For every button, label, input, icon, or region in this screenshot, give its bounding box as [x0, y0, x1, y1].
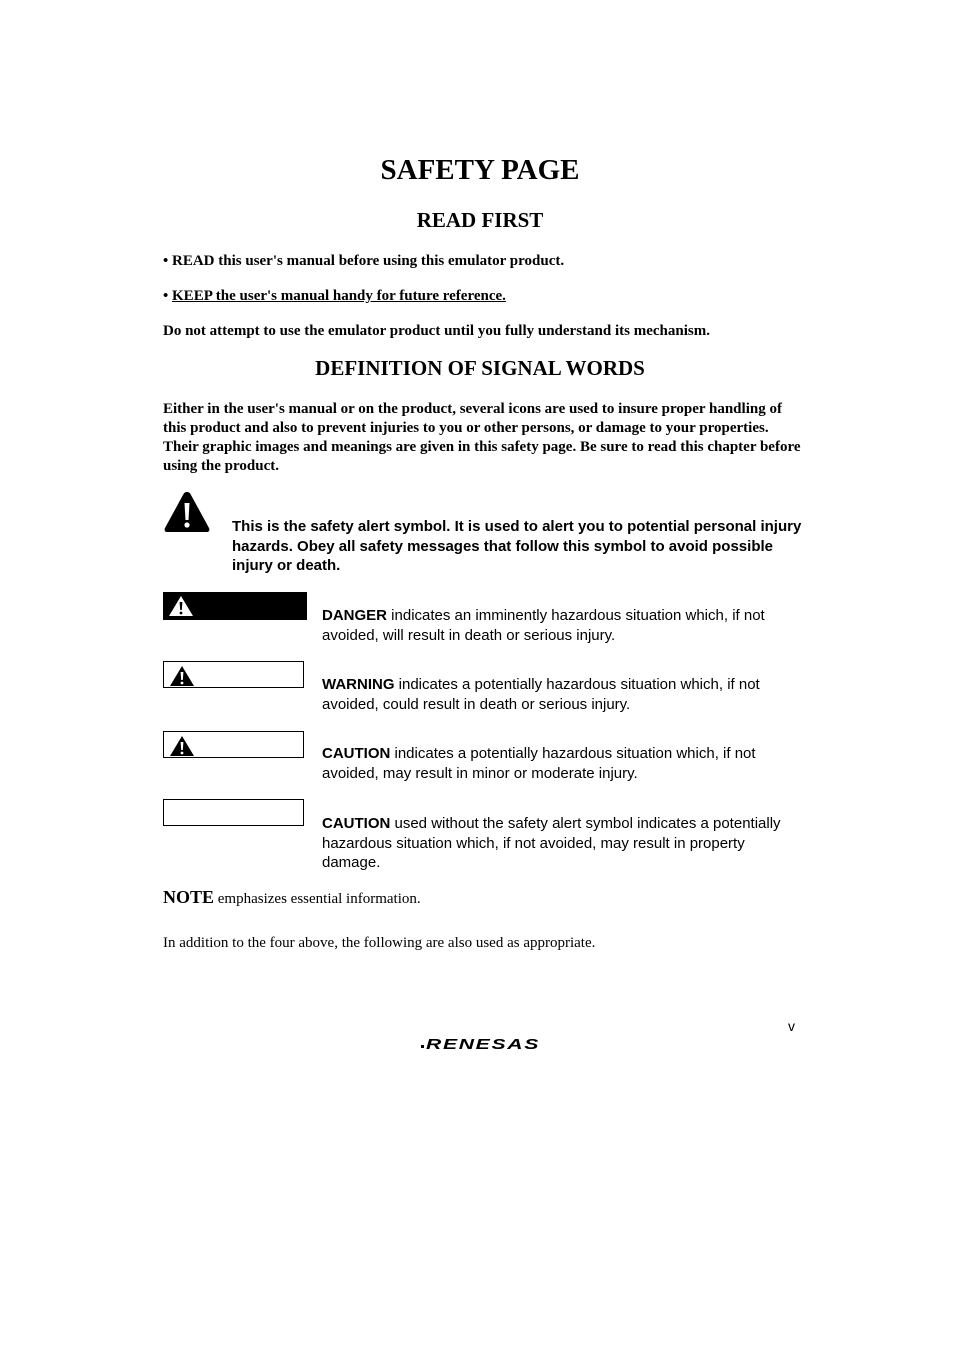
- note-text: emphasizes essential information.: [214, 891, 421, 907]
- do-not-attempt-line: Do not attempt to use the emulator product until you fully understand its mechanism.: [163, 323, 710, 339]
- caution-plain-text: used without the safety alert symbol indicates a potentially hazardous situation which, if not avoided, may result in property damage.: [322, 815, 781, 871]
- caution-plain-label-box: [163, 799, 304, 826]
- safety-alert-icon: [163, 490, 211, 534]
- caution-plain-word: CAUTION: [322, 815, 391, 832]
- warning-alert-icon: [169, 665, 195, 687]
- danger-alert-icon: [168, 595, 194, 617]
- read-manual-bullet: • READ this user's manual before using this emulator product.: [163, 253, 565, 269]
- danger-text: indicates an imminently hazardous situation which, if not avoided, will result in death or serious injury.: [322, 607, 765, 644]
- keep-manual-text: KEEP the user's manual handy for future reference.: [172, 288, 506, 304]
- safety-alert-description: This is the safety alert symbol. It is used to alert you to potential personal injury hazards. Obey all safety messages that follow this symbol to avoid possible injury or death.: [232, 518, 802, 574]
- caution-alert-icon: [169, 735, 195, 757]
- caution-word: CAUTION: [322, 745, 391, 762]
- note-line: [163, 887, 421, 908]
- signal-words-intro: Either in the user's manual or on the product, several icons are used to insure proper handling of this product and also to prevent injuries to you or other persons, or damage to your properties. Their graphic images and meanings are given in this safety page. Be sure to read this chapter before using the product.: [163, 401, 801, 474]
- renesas-logo: [420, 1034, 542, 1054]
- read-first-heading: READ FIRST: [416, 208, 544, 232]
- warning-description: [322, 675, 802, 714]
- page-number: v: [788, 1018, 795, 1034]
- warning-label-box: [163, 661, 304, 688]
- warning-text: indicates a potentially hazardous situation which, if not avoided, could result in death or serious injury.: [322, 676, 760, 713]
- caution-text: indicates a potentially hazardous situation which, if not avoided, may result in minor or moderate injury.: [322, 745, 756, 782]
- caution-description: [322, 744, 802, 783]
- caution-label-box: [163, 731, 304, 758]
- bullet-marker: •: [163, 288, 173, 304]
- danger-description: [322, 606, 802, 645]
- signal-words-heading: DEFINITION OF SIGNAL WORDS: [315, 356, 645, 380]
- svg-text:RENESAS: RENESAS: [426, 1036, 540, 1053]
- caution-plain-description: [322, 814, 782, 873]
- keep-manual-bullet: [163, 287, 506, 306]
- danger-label-box: [163, 592, 307, 620]
- danger-word: DANGER: [322, 607, 388, 624]
- addition-line: In addition to the four above, the following are also used as appropriate.: [163, 935, 596, 951]
- note-word: NOTE: [163, 887, 215, 907]
- warning-word: WARNING: [322, 676, 395, 693]
- page-title: SAFETY PAGE: [380, 154, 580, 186]
